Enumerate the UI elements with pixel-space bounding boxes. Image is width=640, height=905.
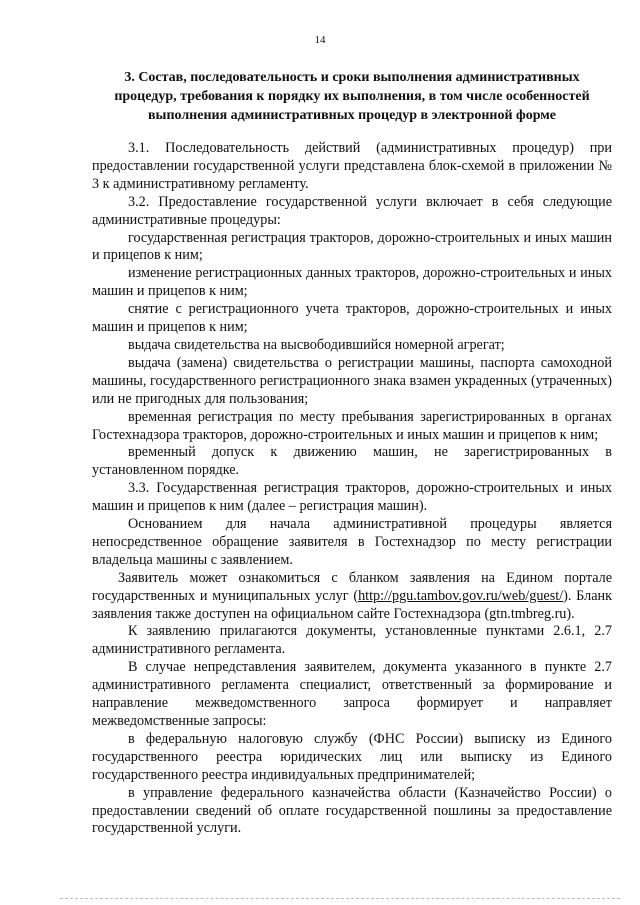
paragraph-attachments: К заявлению прилагаются документы, установленные пунктами 2.6.1, 2.7 административного регламента. [92, 623, 612, 658]
request-item-fns: в федеральную налоговую службу (ФНС России) выписку из Единого государственного реестра юридических лиц или выписку из Единого государственного реестра индивидуальных предпринимателей; [92, 730, 612, 783]
section-heading: 3. Состав, последовательность и сроки выполнения административных процедур, требования к порядку их выполнения, в том числе особенностей выполнения административных процедур в электронной форме [114, 70, 590, 123]
procedure-item-temporary-admission: временный допуск к движению машин, не зарегистрированных в установленном порядке. [92, 444, 612, 479]
page-number: 14 [314, 34, 326, 46]
paragraph-grounds: Основанием для начала административной процедуры является непосредственное обращение заявителя в Гостехнадзор по месту регистрации владельца машины с заявлением. [92, 516, 612, 568]
request-item-treasury: в управление федерального казначейства области (Казначейство России) о предоставлении сведений об оплате государственной пошлины за предоставление государственной услуги. [92, 784, 612, 837]
document-body [92, 140, 612, 838]
portal-text-before: Заявитель может ознакомиться с бланком заявления на Едином портале государственных и муниципальных услуг ( [92, 569, 612, 604]
paragraph-interagency: В случае непредставления заявителем, документа указанного в пункте 2.7 административного регламента специалист, ответственный за формирование и направление межведомственного запроса формирует и направляет межведомственные запросы: [92, 659, 612, 729]
procedure-item-registration: государственная регистрация тракторов, дорожно-строительных и иных машин и прицепов к ним; [92, 229, 612, 264]
portal-text-after: ). Бланк заявления также доступен на официальном сайте Гостехнадзора (gtn.tmbreg.ru). [92, 587, 612, 622]
procedure-item-deregistration: снятие с регистрационного учета тракторов, дорожно-строительных и иных машин и прицепов к ним; [92, 301, 612, 336]
paragraph-3-1: 3.1. Последовательность действий (административных процедур) при предоставлении государственной услуги представлена блок-схемой в приложении № 3 к административному регламенту. [92, 140, 612, 192]
paragraph-3-2: 3.2. Предоставление государственной услуги включает в себя следующие административные процедуры: [92, 193, 612, 228]
procedure-item-temporary-registration: временная регистрация по месту пребывания зарегистрированных в органах Гостехнадзора тракторов, дорожно-строительных и иных машин и прицепов к ним; [92, 408, 612, 443]
paragraph-portal [92, 570, 612, 624]
procedure-item-change-data: изменение регистрационных данных тракторов, дорожно-строительных и иных машин и прицепов к ним; [92, 265, 612, 300]
portal-link[interactable]: http://pgu.tambov.gov.ru/web/guest/ [358, 587, 564, 604]
procedure-item-replacement: выдача (замена) свидетельства о регистрации машины, паспорта самоходной машины, государственного регистрационного знака взамен украденных (утраченных) или не пригодных для пользования; [92, 354, 612, 407]
procedure-item-number-unit: выдача свидетельства на высвободившийся номерной агрегат; [128, 336, 505, 353]
paragraph-3-3: 3.3. Государственная регистрация тракторов, дорожно-строительных и иных машин и прицепов к ним (далее – регистрация машин). [92, 480, 612, 515]
scan-bottom-edge [60, 898, 620, 901]
